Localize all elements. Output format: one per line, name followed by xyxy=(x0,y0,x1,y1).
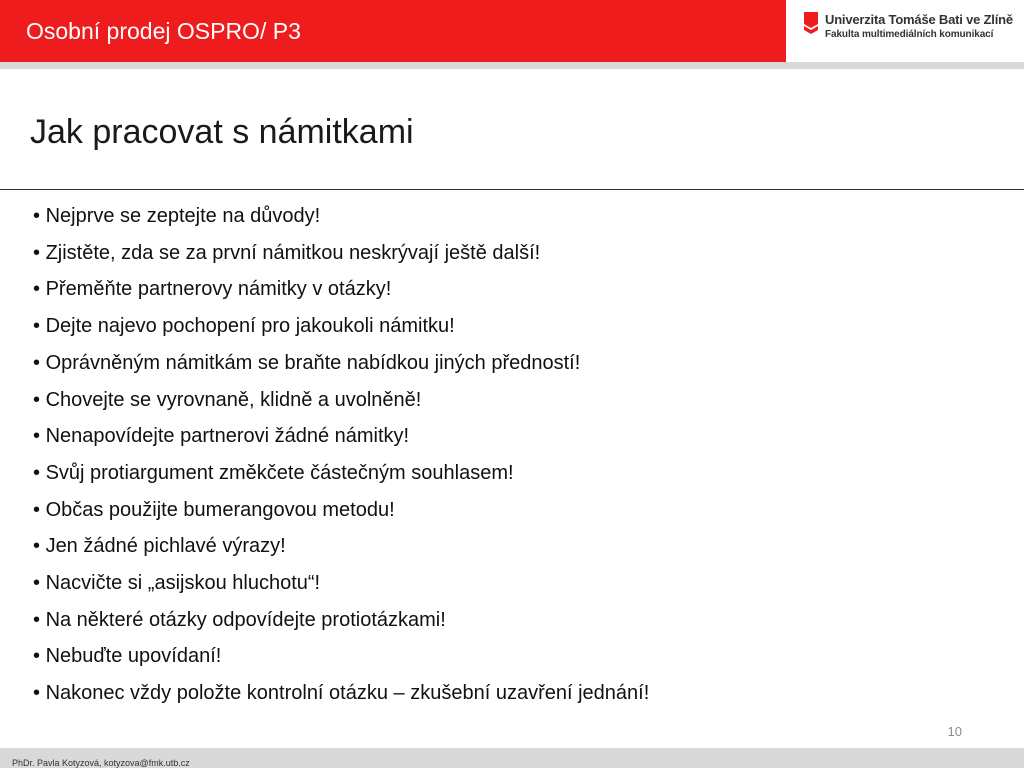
bullet-item: • Dejte najevo pochopení pro jakoukoli námitku! xyxy=(33,308,649,345)
bullet-list xyxy=(33,198,649,712)
university-logo xyxy=(797,10,1017,50)
utb-logo-icon xyxy=(802,12,820,43)
footer-band xyxy=(0,748,1024,768)
bullet-item: • Svůj protiargument změkčete částečným souhlasem! xyxy=(33,455,649,492)
bullet-item: • Přeměňte partnerovy námitky v otázky! xyxy=(33,271,649,308)
title-divider xyxy=(0,189,1024,190)
bullet-item: • Občas použijte bumerangovou metodu! xyxy=(33,492,649,529)
bullet-item: • Na některé otázky odpovídejte protiotázkami! xyxy=(33,602,649,639)
page-number: 10 xyxy=(947,724,962,739)
header-divider-band xyxy=(0,62,1024,69)
university-name: Univerzita Tomáše Bati ve Zlíně xyxy=(825,12,1013,27)
faculty-name: Fakulta multimediálních komunikací xyxy=(825,29,994,40)
bullet-item: • Zjistěte, zda se za první námitkou neskrývají ještě další! xyxy=(33,235,649,272)
bullet-item: • Nebuďte upovídaní! xyxy=(33,638,649,675)
course-title: Osobní prodej OSPRO/ P3 xyxy=(26,18,301,44)
header-bar xyxy=(0,0,786,62)
slide-title: Jak pracovat s námitkami xyxy=(30,113,414,151)
bullet-item: • Nacvičte si „asijskou hluchotu“! xyxy=(33,565,649,602)
footer-author: PhDr. Pavla Kotyzová, kotyzova@fmk.utb.cz xyxy=(12,758,190,768)
bullet-item: • Oprávněným námitkám se braňte nabídkou jiných předností! xyxy=(33,345,649,382)
bullet-item: • Jen žádné pichlavé výrazy! xyxy=(33,528,649,565)
bullet-item: • Chovejte se vyrovnaně, klidně a uvolněně! xyxy=(33,382,649,419)
bullet-item: • Nejprve se zeptejte na důvody! xyxy=(33,198,649,235)
bullet-item: • Nakonec vždy položte kontrolní otázku – zkušební uzavření jednání! xyxy=(33,675,649,712)
bullet-item: • Nenapovídejte partnerovi žádné námitky! xyxy=(33,418,649,455)
